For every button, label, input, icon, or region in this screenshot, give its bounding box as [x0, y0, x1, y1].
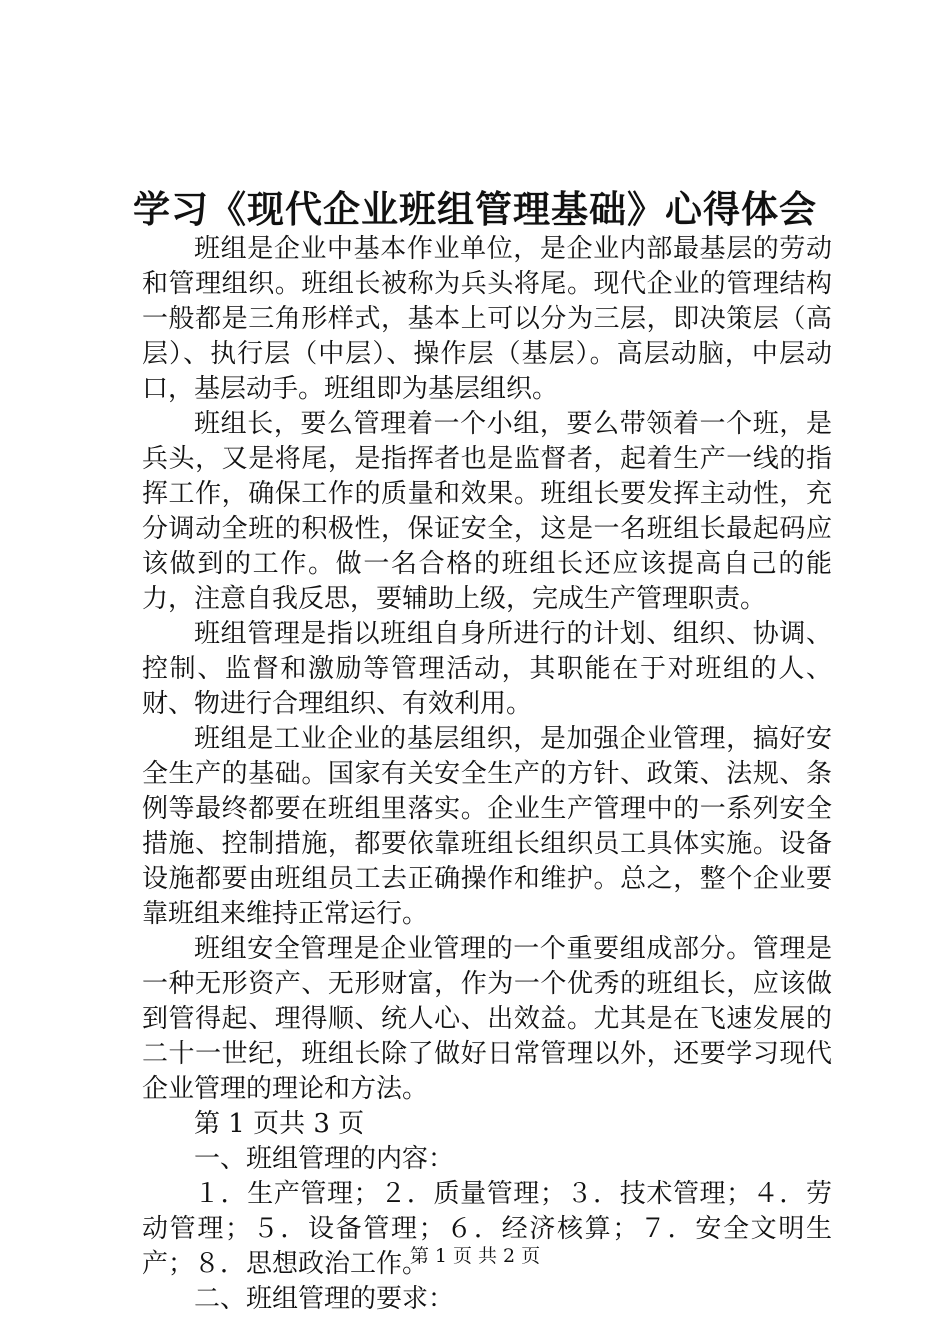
- section-heading: 二、班组管理的要求：: [194, 1284, 455, 1314]
- document-title: 学习《现代企业班组管理基础》心得体会: [133, 187, 817, 231]
- document-body: [142, 232, 832, 1317]
- paragraph: 班组安全管理是企业管理的一个重要组成部分。管理是一种无形资产、无形财富，作为一个优秀的班组长，应该做到管得起、理得顺、统人心、出效益。尤其是在飞速发展的二十一世纪，班组长除了做好日常管理以外，还要学习现代企业管理的理论和方法。: [142, 934, 832, 1104]
- paragraph: 班组是企业中基本作业单位，是企业内部最基层的劳动和管理组织。班组长被称为兵头将尾。现代企业的管理结构一般都是三角形样式，基本上可以分为三层，即决策层（高层）、执行层（中层）、操作层（基层）。高层动脑，中层动口，基层动手。班组即为基层组织。: [142, 234, 832, 404]
- section-heading: 一、班组管理的内容：: [194, 1144, 455, 1174]
- paragraph: 班组是工业企业的基层组织，是加强企业管理，搞好安全生产的基础。国家有关安全生产的方针、政策、法规、条例等最终都要在班组里落实。企业生产管理中的一系列安全措施、控制措施，都要依靠班组长组织员工具体实施。设备设施都要由班组员工去正确操作和维护。总之，整个企业要靠班组来维持正常运行。: [142, 724, 832, 929]
- paragraph: １．生产管理；２．质量管理；３．技术管理；４．劳动管理；５．设备管理；６．经济核算；７．安全文明生产；８．思想政治工作。: [142, 1179, 832, 1279]
- page-footer: 第 1 页 共 2 页: [409, 1245, 541, 1267]
- paragraph: 班组长，要么管理着一个小组，要么带领着一个班，是兵头，又是将尾，是指挥者也是监督者，起着生产一线的指挥工作，确保工作的质量和效果。班组长要发挥主动性，充分调动全班的积极性，保证安全，这是一名班组长最起码应该做到的工作。做一名合格的班组长还应该提高自己的能力，注意自我反思，要辅助上级，完成生产管理职责。: [142, 409, 832, 614]
- paragraph: 班组管理是指以班组自身所进行的计划、组织、协调、控制、监督和激励等管理活动，其职能在于对班组的人、财、物进行合理组织、有效利用。: [142, 619, 832, 719]
- inline-page-marker: 第 1 页共 3 页: [194, 1109, 365, 1139]
